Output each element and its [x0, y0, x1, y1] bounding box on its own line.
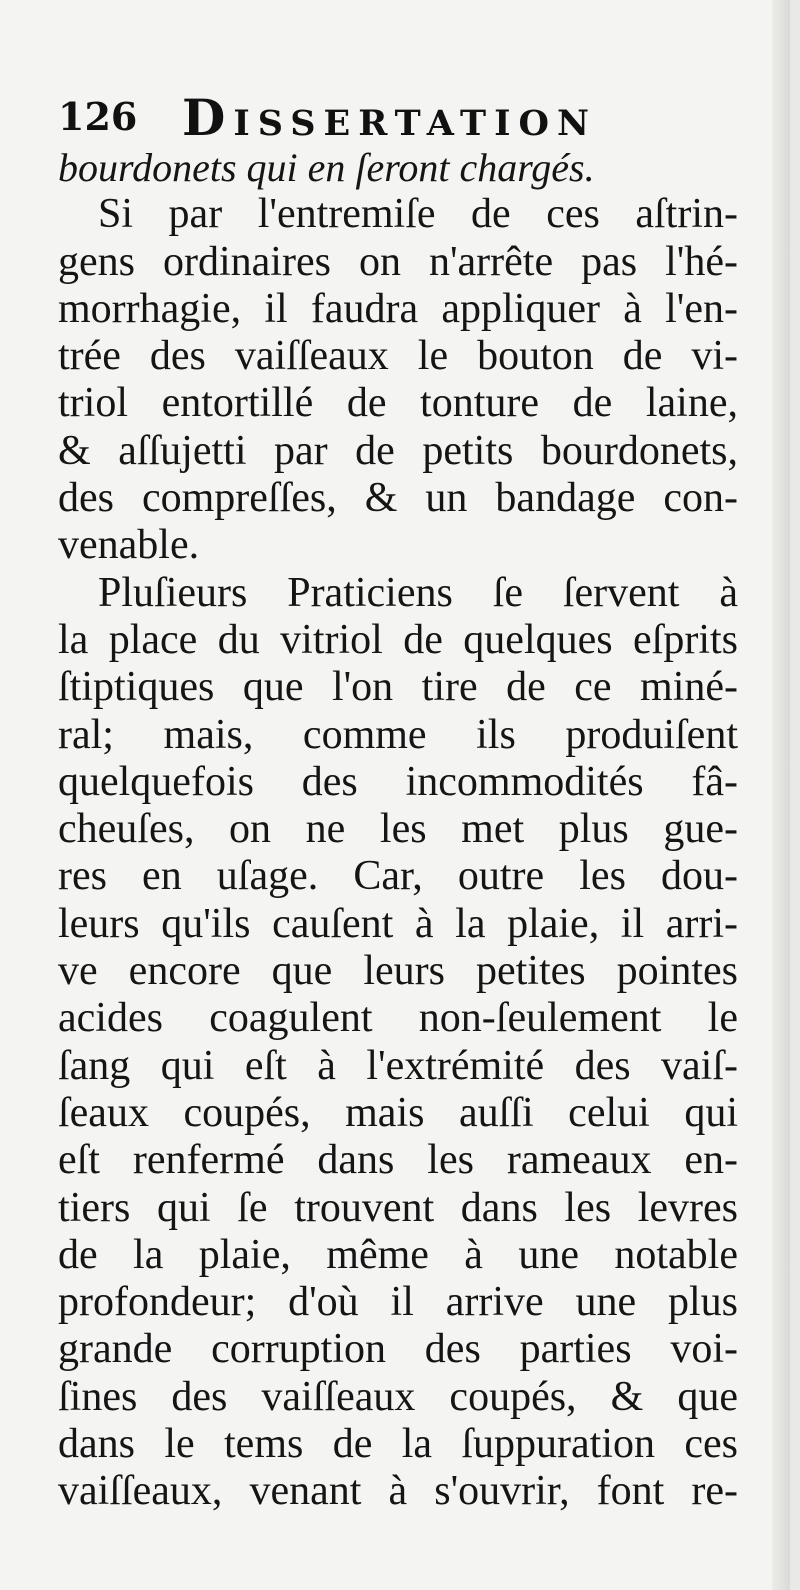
text-line: vaiſſeaux, venant à s'ouvrir, font re-: [58, 1468, 738, 1515]
text-line: ſtiptiques que l'on tire de ce miné-: [58, 664, 738, 711]
text-line: trée des vaiſſeaux le bouton de vi-: [58, 333, 738, 380]
body-text: [58, 144, 738, 1516]
text-line: de la plaie, même à une notable: [58, 1231, 738, 1278]
text-line: tiers qui ſe trouvent dans les levres: [58, 1184, 738, 1231]
text-line: Pluſieurs Praticiens ſe ſervent à: [98, 569, 738, 616]
text-line: morrhagie, il faudra appliquer à l'en-: [58, 285, 738, 332]
text-line: ral; mais, comme ils produiſent: [58, 711, 738, 758]
text-line: ſang qui eſt à l'extrémité des vaiſ-: [58, 1042, 738, 1089]
text-line: profondeur; d'où il arrive une plus: [58, 1279, 738, 1326]
text-line: res en uſage. Car, outre les dou-: [58, 853, 738, 900]
text-line: quelquefois des incommodités fâ-: [58, 758, 738, 805]
text-line: leurs qu'ils cauſent à la plaie, il arri-: [58, 900, 738, 947]
text-line: ſines des vaiſſeaux coupés, & que: [58, 1373, 738, 1420]
running-title: Dissertation: [182, 88, 597, 147]
text-line: & aſſujetti par de petits bourdonets,: [58, 427, 738, 474]
text-line: bourdonets qui en ſeront chargés.: [58, 145, 595, 190]
text-line: triol entortillé de tonture de laine,: [58, 380, 738, 427]
text-line: dans le tems de la ſuppuration ces: [58, 1421, 738, 1468]
text-line: des compreſſes, & un bandage con-: [58, 475, 738, 522]
text-line: grande corruption des parties voi-: [58, 1326, 738, 1373]
text-line: la place du vitriol de quelques eſprits: [58, 616, 738, 663]
page-number: 126: [58, 94, 138, 139]
page-header: [50, 88, 750, 147]
text-line: Si par l'entremiſe de ces aſtrin-: [98, 191, 738, 238]
text-line: cheuſes, on ne les met plus gue-: [58, 806, 738, 853]
text-line: venable.: [58, 522, 200, 569]
text-line: acides coagulent non-ſeulement le: [58, 995, 738, 1042]
text-line: ve encore que leurs petites pointes: [58, 948, 738, 995]
text-line: gens ordinaires on n'arrête pas l'hé-: [58, 238, 738, 285]
page-edge-shadow: [772, 0, 790, 1590]
text-line: eſt renfermé dans les rameaux en-: [58, 1137, 738, 1184]
text-line: ſeaux coupés, mais auſſi celui qui: [58, 1089, 738, 1136]
